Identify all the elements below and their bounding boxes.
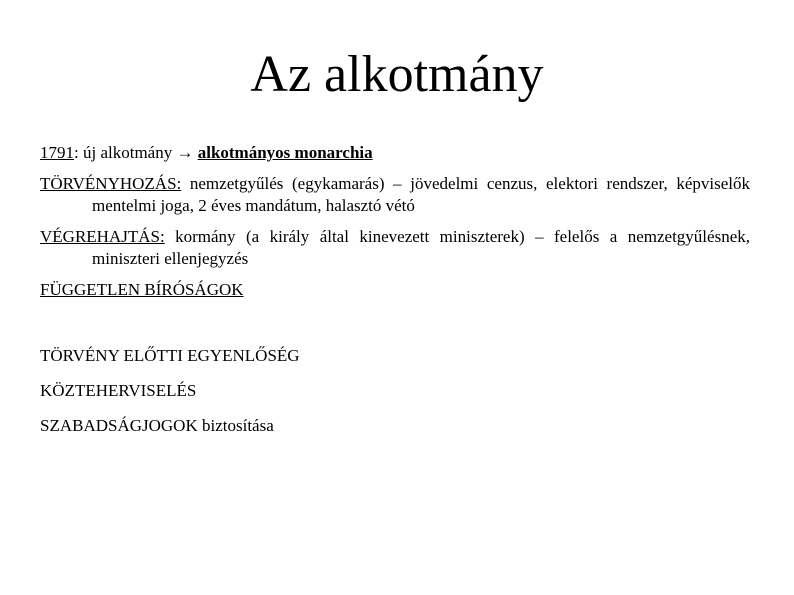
slide-body: [40, 142, 750, 450]
legislation-text: nemzetgyűlés (egykamarás) – jövedelmi cenzus, elektori rendszer, képviselők mentelmi joga, 2 éves mandátum, halasztó vétó: [92, 174, 750, 215]
page-title: Az alkotmány: [250, 46, 544, 103]
equality-item: TÖRVÉNY ELŐTTI EGYENLŐSÉG: [40, 346, 300, 365]
year-text: 1791: [40, 143, 74, 162]
legislation-label: TÖRVÉNYHOZÁS:: [40, 174, 182, 193]
monarchy-text: alkotmányos monarchia: [197, 143, 373, 162]
legislation-item: [40, 173, 750, 217]
freedoms-item: SZABADSÁGJOGOK biztosítása: [40, 416, 274, 435]
courts-item: [40, 279, 750, 301]
executive-label: VÉGREHAJTÁS:: [40, 227, 165, 246]
courts-label: FÜGGETLEN BÍRÓSÁGOK: [40, 280, 244, 299]
executive-text: kormány (a király által kinevezett miniszterek) – felelős a nemzetgyűlésnek, miniszteri ellenjegyzés: [92, 227, 750, 268]
tax-item: KÖZTEHERVISELÉS: [40, 381, 197, 400]
spacer: [40, 310, 750, 345]
executive-item: [40, 226, 750, 270]
constitution-line: [40, 142, 750, 164]
constitution-text: : új alkotmány →: [74, 143, 198, 162]
